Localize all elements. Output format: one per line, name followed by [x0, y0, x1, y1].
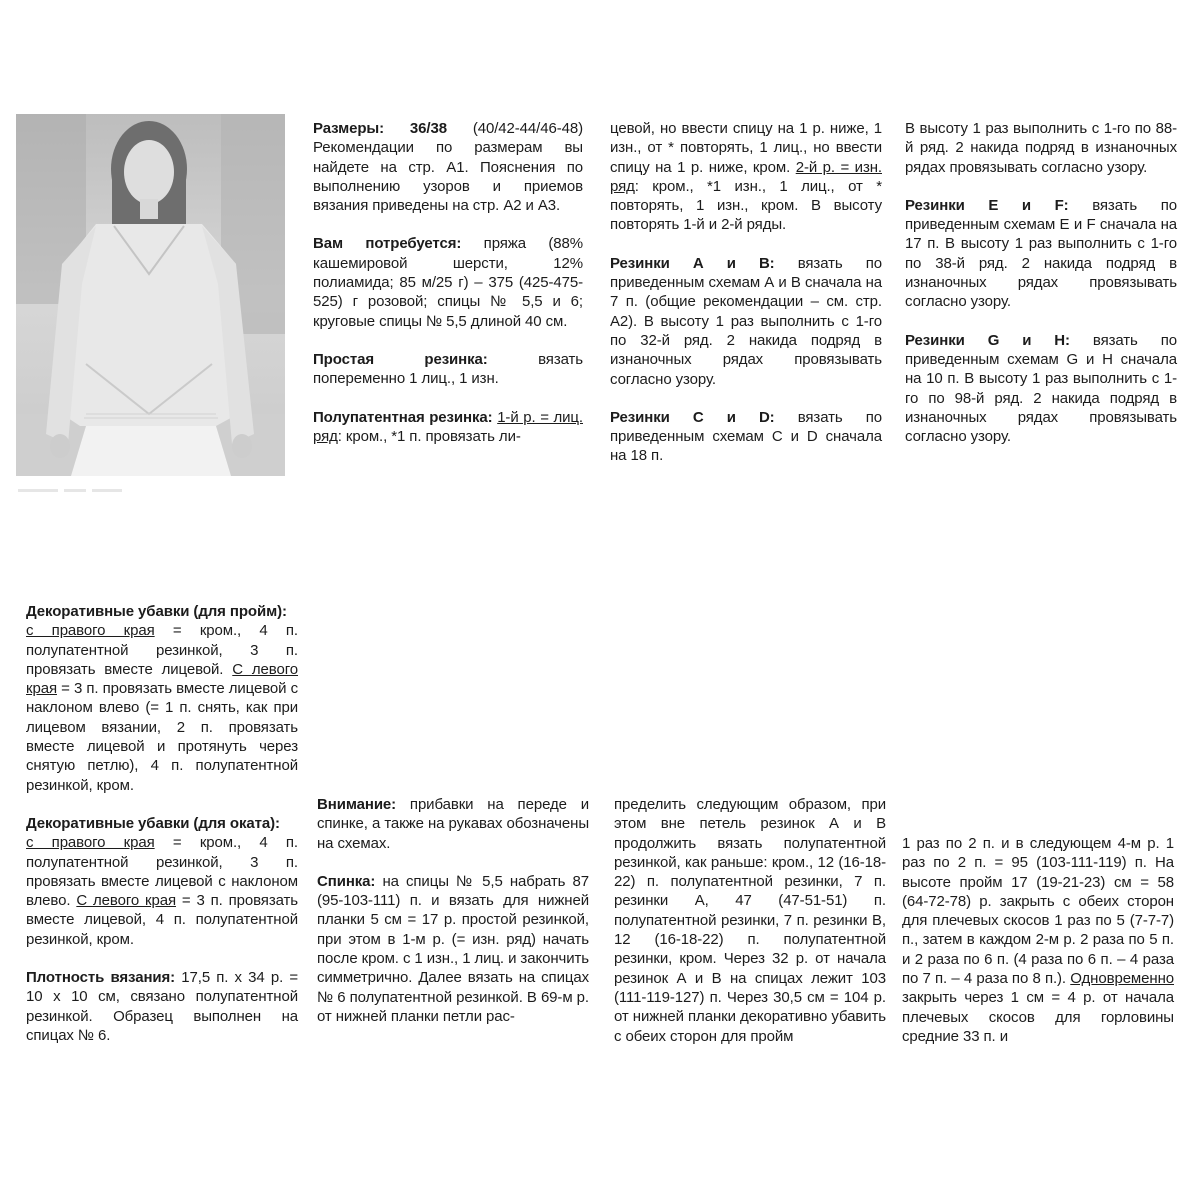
ribs-cd-text: вязать по приведенным схемам С и D сначала на 18 п.	[610, 408, 882, 465]
ribs-gh-heading: Резинки G и H:	[905, 331, 1070, 349]
materials-text: пряжа (88% кашемировой шерсти, 12% полиамида; 85 м/25 г) – 375 (425-475-525) г розовой; спицы № 5,5 и 6; круговые спицы № 5,5 длиной 40 см.	[313, 235, 583, 330]
cap-right-edge-label: с правого края	[26, 834, 155, 852]
column-2	[610, 119, 882, 466]
gauge-text: 17,5 п. х 34 р. = 10 х 10 см, связано полупатентной резинкой. Образец выполнен на спицах № 6.	[26, 969, 298, 1044]
half-fisherman-rib-text: : кром., *1 п. провязать ли-	[337, 427, 521, 445]
simple-rib-heading: Простая резинка:	[313, 350, 488, 368]
attention-paragraph	[317, 795, 589, 853]
photo-caption-faded	[18, 482, 148, 490]
armhole-right-edge-text: = кром., 4 п. полупатентной резинкой, 3 п. провязать вместе лицевой.	[26, 622, 298, 678]
column-7	[902, 834, 1174, 1046]
model-in-sweater-photo	[16, 114, 285, 476]
cap-left-edge-label: С левого края	[76, 892, 176, 910]
cap-right-edge-text: = кром., 4 п. полупатентной резинкой, 3 п. провязать вместе лицевой с наклоном влево.	[26, 834, 298, 910]
armhole-decreases-paragraph	[26, 602, 298, 795]
back-heading: Спинка:	[317, 872, 376, 890]
row-2-label: 2-й р. = изн. ряд	[610, 158, 882, 195]
simple-rib-text: вязать попеременно 1 лиц., 1 изн.	[313, 350, 583, 388]
ribs-ef-text: вязать по приведенным схемам Е и F сначала на 17 п. В высоту 1 раз выполнить с 1-го по 38-й ряд. 2 накида подряд в изнаночных рядах провязывать согласно узору.	[905, 196, 1177, 311]
half-fisherman-rib-paragraph	[313, 408, 583, 447]
materials-paragraph	[313, 234, 583, 330]
column-5	[317, 795, 589, 1026]
armhole-right-edge-label: с правого края	[26, 622, 155, 640]
gauge-heading: Плотность вязания:	[26, 969, 176, 987]
attention-text: прибавки на переде и спинке, а также на рукавах обозначены на схемах.	[317, 796, 589, 852]
sleeve-cap-decreases-paragraph	[26, 814, 298, 949]
column-3	[905, 119, 1177, 446]
armhole-left-edge-label: С левого края	[26, 660, 299, 698]
rib-rows-text-b: : кром., *1 изн., 1 лиц., от * повторять, 1 изн., кром. В высоту повторять 1-й и 2-й ряды.	[610, 177, 882, 234]
ribs-ef-paragraph	[905, 196, 1177, 312]
sizes-paragraph	[313, 119, 583, 215]
ribs-cd-paragraph	[610, 408, 882, 466]
model-photo	[16, 114, 285, 476]
sleeve-cap-decreases-heading: Декоративные убавки (для оката):	[26, 814, 280, 832]
back-continued-paragraph	[614, 795, 886, 1046]
rib-rows-text-a: цевой, но ввести спицу на 1 р. ниже, 1 изн., от * повторять, 1 лиц., но ввести спицу на 1 р. ниже, кром.	[610, 120, 882, 176]
ribs-cd-continued-text: В высоту 1 раз выполнить с 1-го по 88-й ряд. 2 накида подряд в изнаночных рядах провязывать согласно узору.	[905, 120, 1177, 176]
shoulders-text-a: 1 раз по 2 п. и в следующем 4-м р. 1 раз по 2 п. = 95 (103-111-119) п. На высоте пройм 17 (19-21-23) см = 58 (64-72-78) р. закрыть с обеих сторон для плечевых скосов 1 раз по 5 (7-7-7) п., затем в каждом 2-м р. 2 раза по 5 п. и 2 раза по 6 п. (4 раза по 6 п. – 4 раза по 7 п. – 4 раза по 8 п.).	[902, 835, 1174, 988]
rib-rows-paragraph	[610, 119, 882, 235]
simple-rib-paragraph	[313, 350, 583, 389]
cap-left-edge-text: = 3 п. провязать вместе лицевой, 4 п. полупатентной резинкой, кром.	[26, 892, 298, 948]
gauge-paragraph	[26, 968, 298, 1045]
shoulders-text-b: закрыть через 1 см = 4 р. от начала плечевых скосов для горловины средние 33 п. и	[902, 989, 1174, 1045]
back-text: на спицы № 5,5 набрать 87 (95-103-111) п. и вязать для нижней планки 5 см = 17 р. простой резинкой, при этом в 1-м р. (= изн. ряд) начать после кром. с 1 изн., 1 лиц. и закончить симметрично. Далее вязать на спицах № 6 полупатентной резинкой. В 69-м р. от нижней планки петли рас-	[317, 872, 589, 1025]
column-6	[614, 795, 886, 1046]
materials-heading: Вам потребуется:	[313, 235, 462, 253]
ribs-ab-paragraph	[610, 254, 882, 389]
ribs-cd-continued-paragraph	[905, 119, 1177, 177]
back-paragraph	[317, 872, 589, 1026]
row-1-label: 1-й р. = лиц. ряд	[313, 408, 583, 445]
ribs-ab-heading: Резинки А и В:	[610, 254, 775, 272]
sizes-text: (40/42-44/46-48) Рекомендации по размерам вы найдете на стр. А1. Пояснения по выполнению узоров и приемов вязания приведены на стр. А2 и А3.	[313, 120, 583, 215]
ribs-cd-heading: Резинки С и D:	[610, 408, 775, 426]
armhole-decreases-heading: Декоративные убавки (для пройм):	[26, 603, 287, 620]
column-4	[26, 602, 298, 1045]
ribs-ab-text: вязать по приведенным схемам А и В сначала на 7 п. (общие рекомендации – см. стр. А2). В высоту 1 раз выполнить с 1-го по 32-й ряд. 2 накида подряд в изнаночных рядах провязывать согласно узору.	[610, 254, 882, 388]
attention-heading: Внимание:	[317, 796, 397, 813]
ribs-gh-paragraph	[905, 331, 1177, 447]
back-continued-text: пределить следующим образом, при этом вне петель резинок А и В продолжить вязать полупатентной резинкой, как раньше: кром., 12 (16-18-22) п. полупатентной резинки, 7 п. резинки А, 47 (47-51-51) п. полупатентной резинки, 7 п. резинки В, 12 (16-18-22) п. полупатентной резинки, кром. Через 32 р. от начала резинок А и В на спицах лежит 103 (111-119-127) п. Через 30,5 см = 104 р. от нижней планки декоративно убавить с обеих сторон для пройм	[614, 796, 886, 1045]
sizes-heading: Размеры: 36/38	[313, 120, 447, 137]
simultaneously-label: Одновременно	[1070, 970, 1174, 988]
shoulders-paragraph	[902, 834, 1174, 1046]
ribs-gh-text: вязать по приведенным схемам G и H сначала на 10 п. В высоту 1 раз выполнить с 1-го по 98-й ряд. 2 накида подряд в изнаночных рядах провязывать согласно узору.	[905, 331, 1177, 446]
ribs-ef-heading: Резинки Е и F:	[905, 196, 1069, 214]
half-fisherman-rib-heading: Полупатентная резинка:	[313, 408, 493, 426]
armhole-left-edge-text: = 3 п. провязать вместе лицевой с наклоном влево (= 1 п. снять, как при лицевом вязании, 2 п. провязать вместе лицевой и протянуть через снятую петлю), 4 п. полупатентной резинкой, кром.	[26, 680, 298, 794]
column-1	[313, 119, 583, 446]
